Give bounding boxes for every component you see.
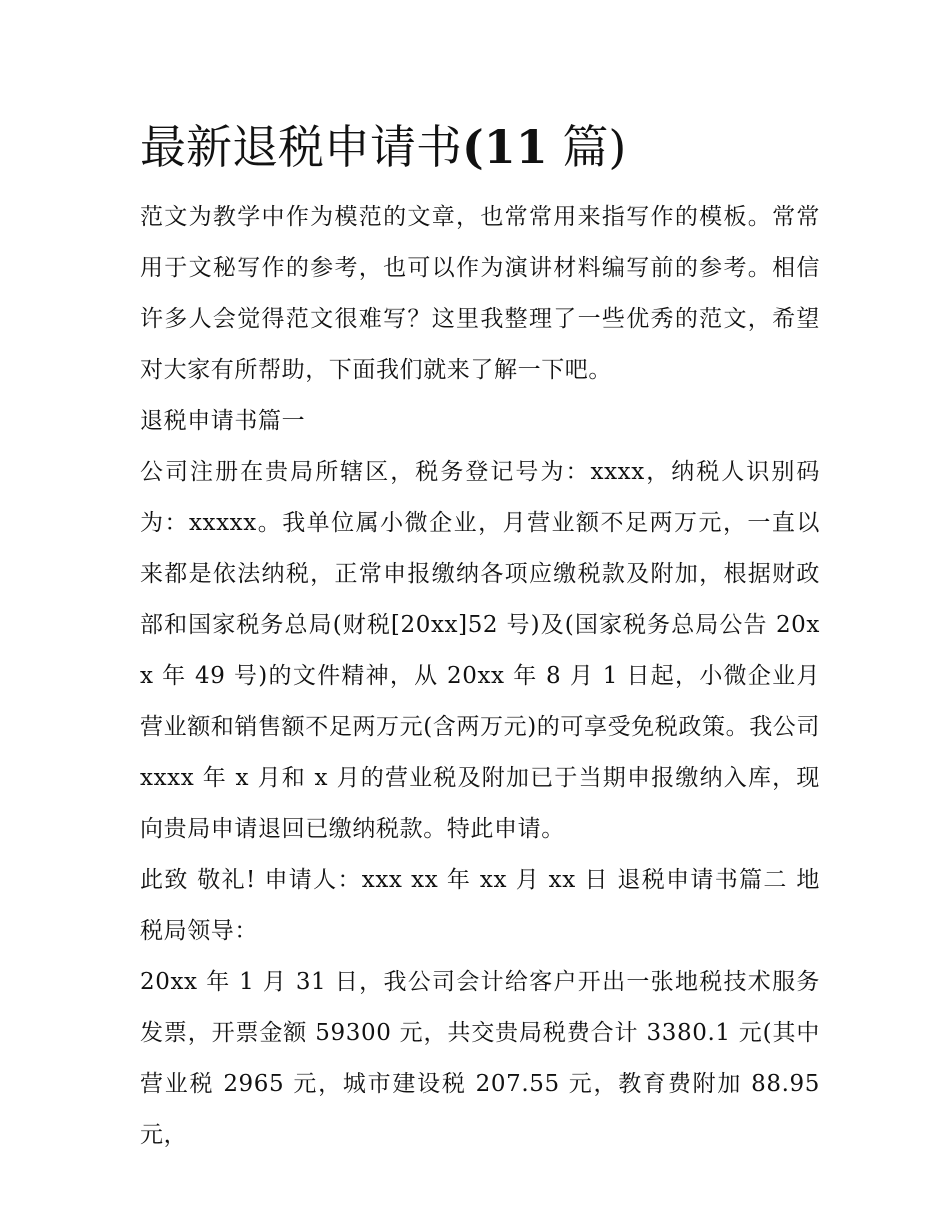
section-heading-1: 退税申请书篇一: [140, 408, 306, 434]
document-content: [140, 116, 820, 1161]
closing-paragraph: 此致 敬礼! 申请人：xxx xx 年 xx 月 xx 日 退税申请书篇二 地税局领导：: [140, 867, 820, 944]
document-title: [140, 116, 820, 192]
title-count: (11: [462, 120, 548, 174]
section-2-paragraph: 20xx 年 1 月 31 日，我公司会计给客户开出一张地税技术服务发票，开票金额 59300 元，共交贵局税费合计 3380.1 元(其中营业税 2965 元，城市建设税 207.55 元，教育费附加 88.95 元，: [140, 969, 820, 1148]
intro-paragraph: 范文为教学中作为模范的文章，也常常用来指写作的模板。常常用于文秘写作的参考，也可以作为演讲材料编写前的参考。相信许多人会觉得范文很难写？这里我整理了一些优秀的范文，希望对大家有所帮助，下面我们就来了解一下吧。: [140, 204, 820, 383]
section-1-paragraph: 公司注册在贵局所辖区，税务登记号为：xxxx，纳税人识别码为：xxxxx。我单位属小微企业，月营业额不足两万元，一直以来都是依法纳税，正常申报缴纳各项应缴税款及附加，根据财政部和国家税务总局(财税[20xx]52 号)及(国家税务总局公告 20xx 年 49 号)的文件精神，从 20xx 年 8 月 1 日起，小微企业月营业额和销售额不足两万元(含两万元)的可享受免税政策。我公司 xxxx 年 x 月和 x 月的营业税及附加已于当期申报缴纳入库，现向贵局申请退回已缴纳税款。特此申请。: [140, 459, 820, 842]
title-text: 最新退税申请书: [140, 120, 462, 174]
title-suffix: 篇): [547, 120, 627, 174]
